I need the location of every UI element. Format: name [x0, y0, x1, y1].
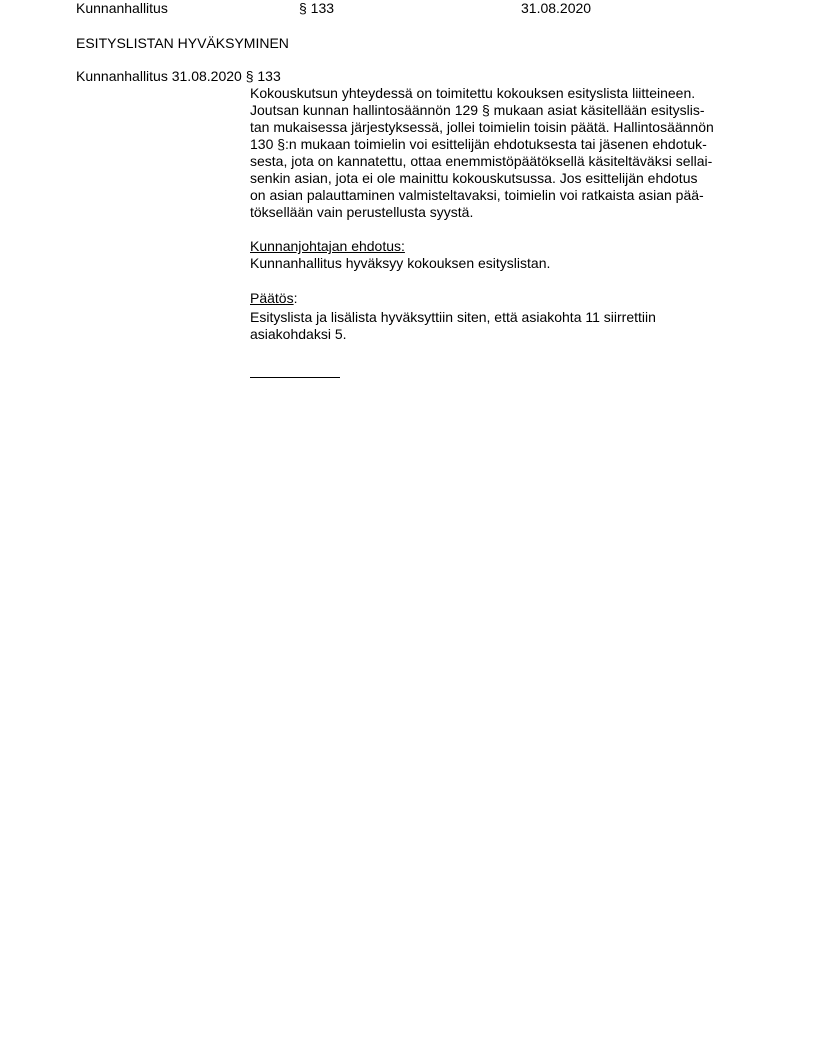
header-section-number: § 133	[299, 0, 335, 16]
header-body-name: Kunnanhallitus	[76, 0, 168, 16]
decision-heading-label: Päätös	[250, 290, 294, 306]
meeting-reference: Kunnanhallitus 31.08.2020 § 133	[76, 68, 281, 84]
document-title: ESITYSLISTAN HYVÄKSYMINEN	[76, 35, 289, 51]
body-paragraph	[250, 85, 750, 221]
decision-line: Esityslista ja lisälista hyväksyttiin siten, että asiakohta 11 siirrettiin	[250, 309, 656, 325]
header-date: 31.08.2020	[521, 0, 592, 16]
proposal-text: Kunnanhallitus hyväksyy kokouksen esityslistan.	[250, 255, 551, 271]
decision-heading	[250, 290, 750, 307]
paragraph-line: tan mukaisessa järjestyksessä, jollei toimielin toisin päätä. Hallintosäännön	[250, 119, 714, 135]
paragraph-line: Joutsan kunnan hallintosäännön 129 § mukaan asiat käsitellään esityslis-	[250, 102, 705, 118]
paragraph-line: 130 §:n mukaan toimielin voi esittelijän ehdotuksesta tai jäsenen ehdotuk-	[250, 136, 707, 152]
paragraph-line: töksellään vain perustellusta syystä.	[250, 204, 474, 220]
paragraph-line: on asian palauttaminen valmisteltavaksi, toimielin voi ratkaista asian pää-	[250, 187, 704, 203]
paragraph-line: Kokouskutsun yhteydessä on toimitettu kokouksen esityslista liitteineen.	[250, 85, 696, 101]
paragraph-line: senkin asian, jota ei ole mainittu kokouskutsussa. Jos esittelijän ehdotus	[250, 170, 698, 186]
proposal-heading: Kunnanjohtajan ehdotus:	[250, 238, 405, 254]
end-divider-line	[250, 377, 340, 378]
decision-line: asiakohdaksi 5.	[250, 326, 347, 342]
decision-text	[250, 309, 750, 343]
paragraph-line: sesta, jota on kannatettu, ottaa enemmistöpäätöksellä käsiteltäväksi sellai-	[250, 153, 713, 169]
decision-heading-colon: :	[293, 290, 298, 306]
